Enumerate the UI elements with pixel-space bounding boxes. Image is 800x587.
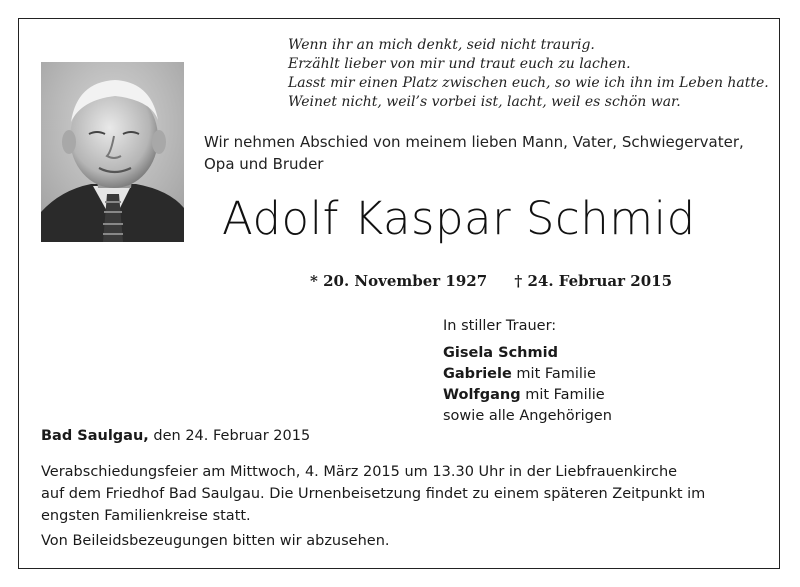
intro-line: Opa und Bruder: [204, 155, 324, 173]
poem: [288, 36, 769, 112]
place-and-date: [41, 428, 310, 444]
mourner-suffix: mit Familie: [511, 366, 596, 382]
mourner-entry: [443, 343, 612, 364]
poem-line: Erzählt lieber von mir und traut euch zu lachen.: [288, 56, 631, 72]
mourner-name: Gabriele: [443, 366, 512, 382]
mourner-entry: [443, 364, 612, 385]
farewell-intro: [204, 131, 764, 175]
life-dates: [310, 272, 672, 290]
poem-line: Weinet nicht, weil’s vorbei ist, lacht, weil es schön war.: [288, 94, 681, 110]
mourner-entry: [443, 385, 612, 406]
mourners-heading: In stiller Trauer:: [443, 318, 557, 334]
place-city: Bad Saulgau,: [41, 428, 149, 444]
portrait-photo: [41, 62, 184, 242]
birth-date: * 20. November 1927: [310, 272, 488, 290]
portrait-illustration: [41, 62, 184, 242]
death-date: † 24. Februar 2015: [514, 272, 673, 290]
ceremony-line: engsten Familienkreise statt.: [41, 508, 251, 524]
ceremony-line: Verabschiedungsfeier am Mittwoch, 4. März 2015 um 13.30 Uhr in der Liebfrauenkirche: [41, 464, 678, 480]
intro-line: Wir nehmen Abschied von meinem lieben Mann, Vater, Schwiegervater,: [204, 133, 744, 151]
mourner-name: Wolfgang: [443, 387, 521, 403]
poem-line: Wenn ihr an mich denkt, seid nicht traurig.: [288, 37, 595, 53]
mourners-others: sowie alle Angehörigen: [443, 408, 612, 424]
mourner-suffix: mit Familie: [520, 387, 605, 403]
poem-line: Lasst mir einen Platz zwischen euch, so wie ich ihn im Leben hatte.: [288, 75, 769, 91]
mourners-block: [443, 316, 612, 427]
place-date: den 24. Februar 2015: [148, 428, 311, 444]
ceremony-info: [41, 461, 761, 527]
deceased-name: Adolf Kaspar Schmid: [222, 192, 696, 245]
mourner-name: Gisela Schmid: [443, 345, 558, 361]
ceremony-line: auf dem Friedhof Bad Saulgau. Die Urnenbeisetzung findet zu einem späteren Zeitpunkt im: [41, 486, 706, 502]
condolence-note: Von Beileidsbezeugungen bitten wir abzusehen.: [41, 533, 390, 549]
